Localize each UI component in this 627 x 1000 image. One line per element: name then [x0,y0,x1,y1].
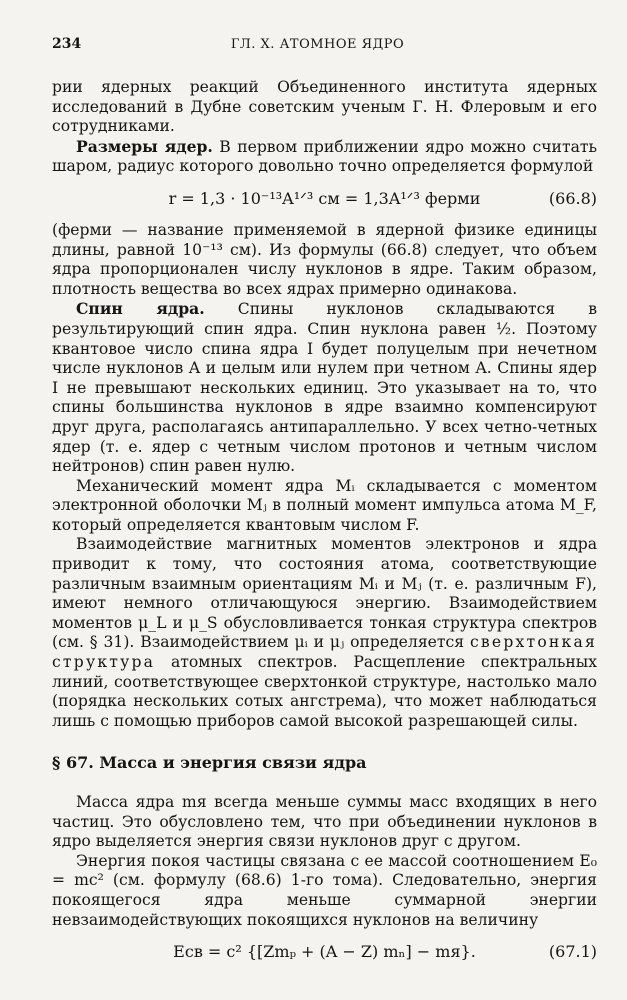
equation-number: (66.8) [548,188,597,208]
paragraph-mass-defect: Масса ядра mя всегда меньше суммы масс входящих в него частиц. Это обусловлено тем, что при объединении нуклонов в ядро выделяется энергия связи нуклонов друг с другом. [52,793,597,851]
running-title: ГЛ. X. АТОМНОЕ ЯДРО [230,37,405,52]
paragraph-mechanical-moment: Механический момент ядра Mᵢ складывается с моментом электронной оболочки Mⱼ в полный момент импульса атома M_F, который определяется квантовым числом F. [52,476,597,534]
page-number: 234 [52,36,82,52]
equation-expression: r = 1,3 · 10⁻¹³A¹ᐟ³ см = 1,3A¹ᐟ³ ферми [168,188,481,208]
paragraph-continuation: рии ядерных реакций Объединенного института ядерных исследований в Дубне советским ученым Г. Н. Флеровым и его сотрудниками. [52,78,597,136]
page-header [52,36,583,58]
run-in-heading-spin: Спин ядра. [76,299,205,319]
emphasized-term: сверхтонкая структура [52,633,597,672]
paragraph-text: Спины нуклонов складываются в результирующий спин ядра. Спин нуклона равен ½. Поэтому квантовое число спина ядра I будет полуцелым при нечетном числе нуклонов A и целым или нулем при четном A. Спины ядер I не превышают нескольких единиц. Это указывает на то, что спины большинства нуклонов в ядре взаимно компенсируют друг друга, располагаясь антипараллельно. У всех четно-четных ядер (т. е. ядер с четным числом протонов и четным числом нейтронов) спин равен нулю. [52,300,597,476]
paragraph-hyperfine [52,535,597,731]
equation-67-1 [52,938,597,968]
paragraph-nuclear-size [52,137,597,177]
paragraph-nuclear-spin [52,299,597,476]
paragraph-text: атомных спектров. Расщепление спектральных линий, соответствующее сверхтонкой структуре, настолько мало (порядка нескольких сотых ангстрема), что может наблюдаться лишь с помощью приборов самой высокой разрешающей силы. [52,653,597,730]
paragraph-text: Взаимодействие магнитных моментов электронов и ядра приводит к тому, что состояния атома, соответствующие различным взаимным ориентациям Mᵢ и Mⱼ (т. е. различным F), имеют немного отличающуюся энергию. Взаимодействием моментов μ_L и μ_S обусловливается тонкая структура спектров (см. § 31). Взаимодействием μᵢ и μⱼ определяется [52,535,597,652]
paragraph-rest-energy: Энергия покоя частицы связана с ее массой соотношением E₀ = mc² (см. формулу (68.6) 1-го тома). Следовательно, энергия покоящегося ядра меньше суммарной энергии невзаимодействующих покоящихся нуклонов на величину [52,851,597,929]
section-heading: § 67. Масса и энергия связи ядра [52,753,367,773]
page-body [52,78,597,974]
equation-number: (67.1) [548,942,597,962]
equation-expression: Eсв = c² {[Zmₚ + (A − Z) mₙ] − mя}. [173,942,476,962]
equation-66-8 [52,185,597,215]
run-in-heading-size: Размеры ядер. [76,136,213,156]
paragraph-fermi: (ферми — название применяемой в ядерной физике единицы длины, равной 10⁻¹³ см). Из формулы (66.8) следует, что объем ядра пропорционален числу нуклонов в ядре. Таким образом, плотность вещества во всех ядрах примерно одинакова. [52,220,597,298]
paragraph-text: В первом приближении ядро можно считать шаром, радиус которого довольно точно определяется формулой [52,137,597,176]
